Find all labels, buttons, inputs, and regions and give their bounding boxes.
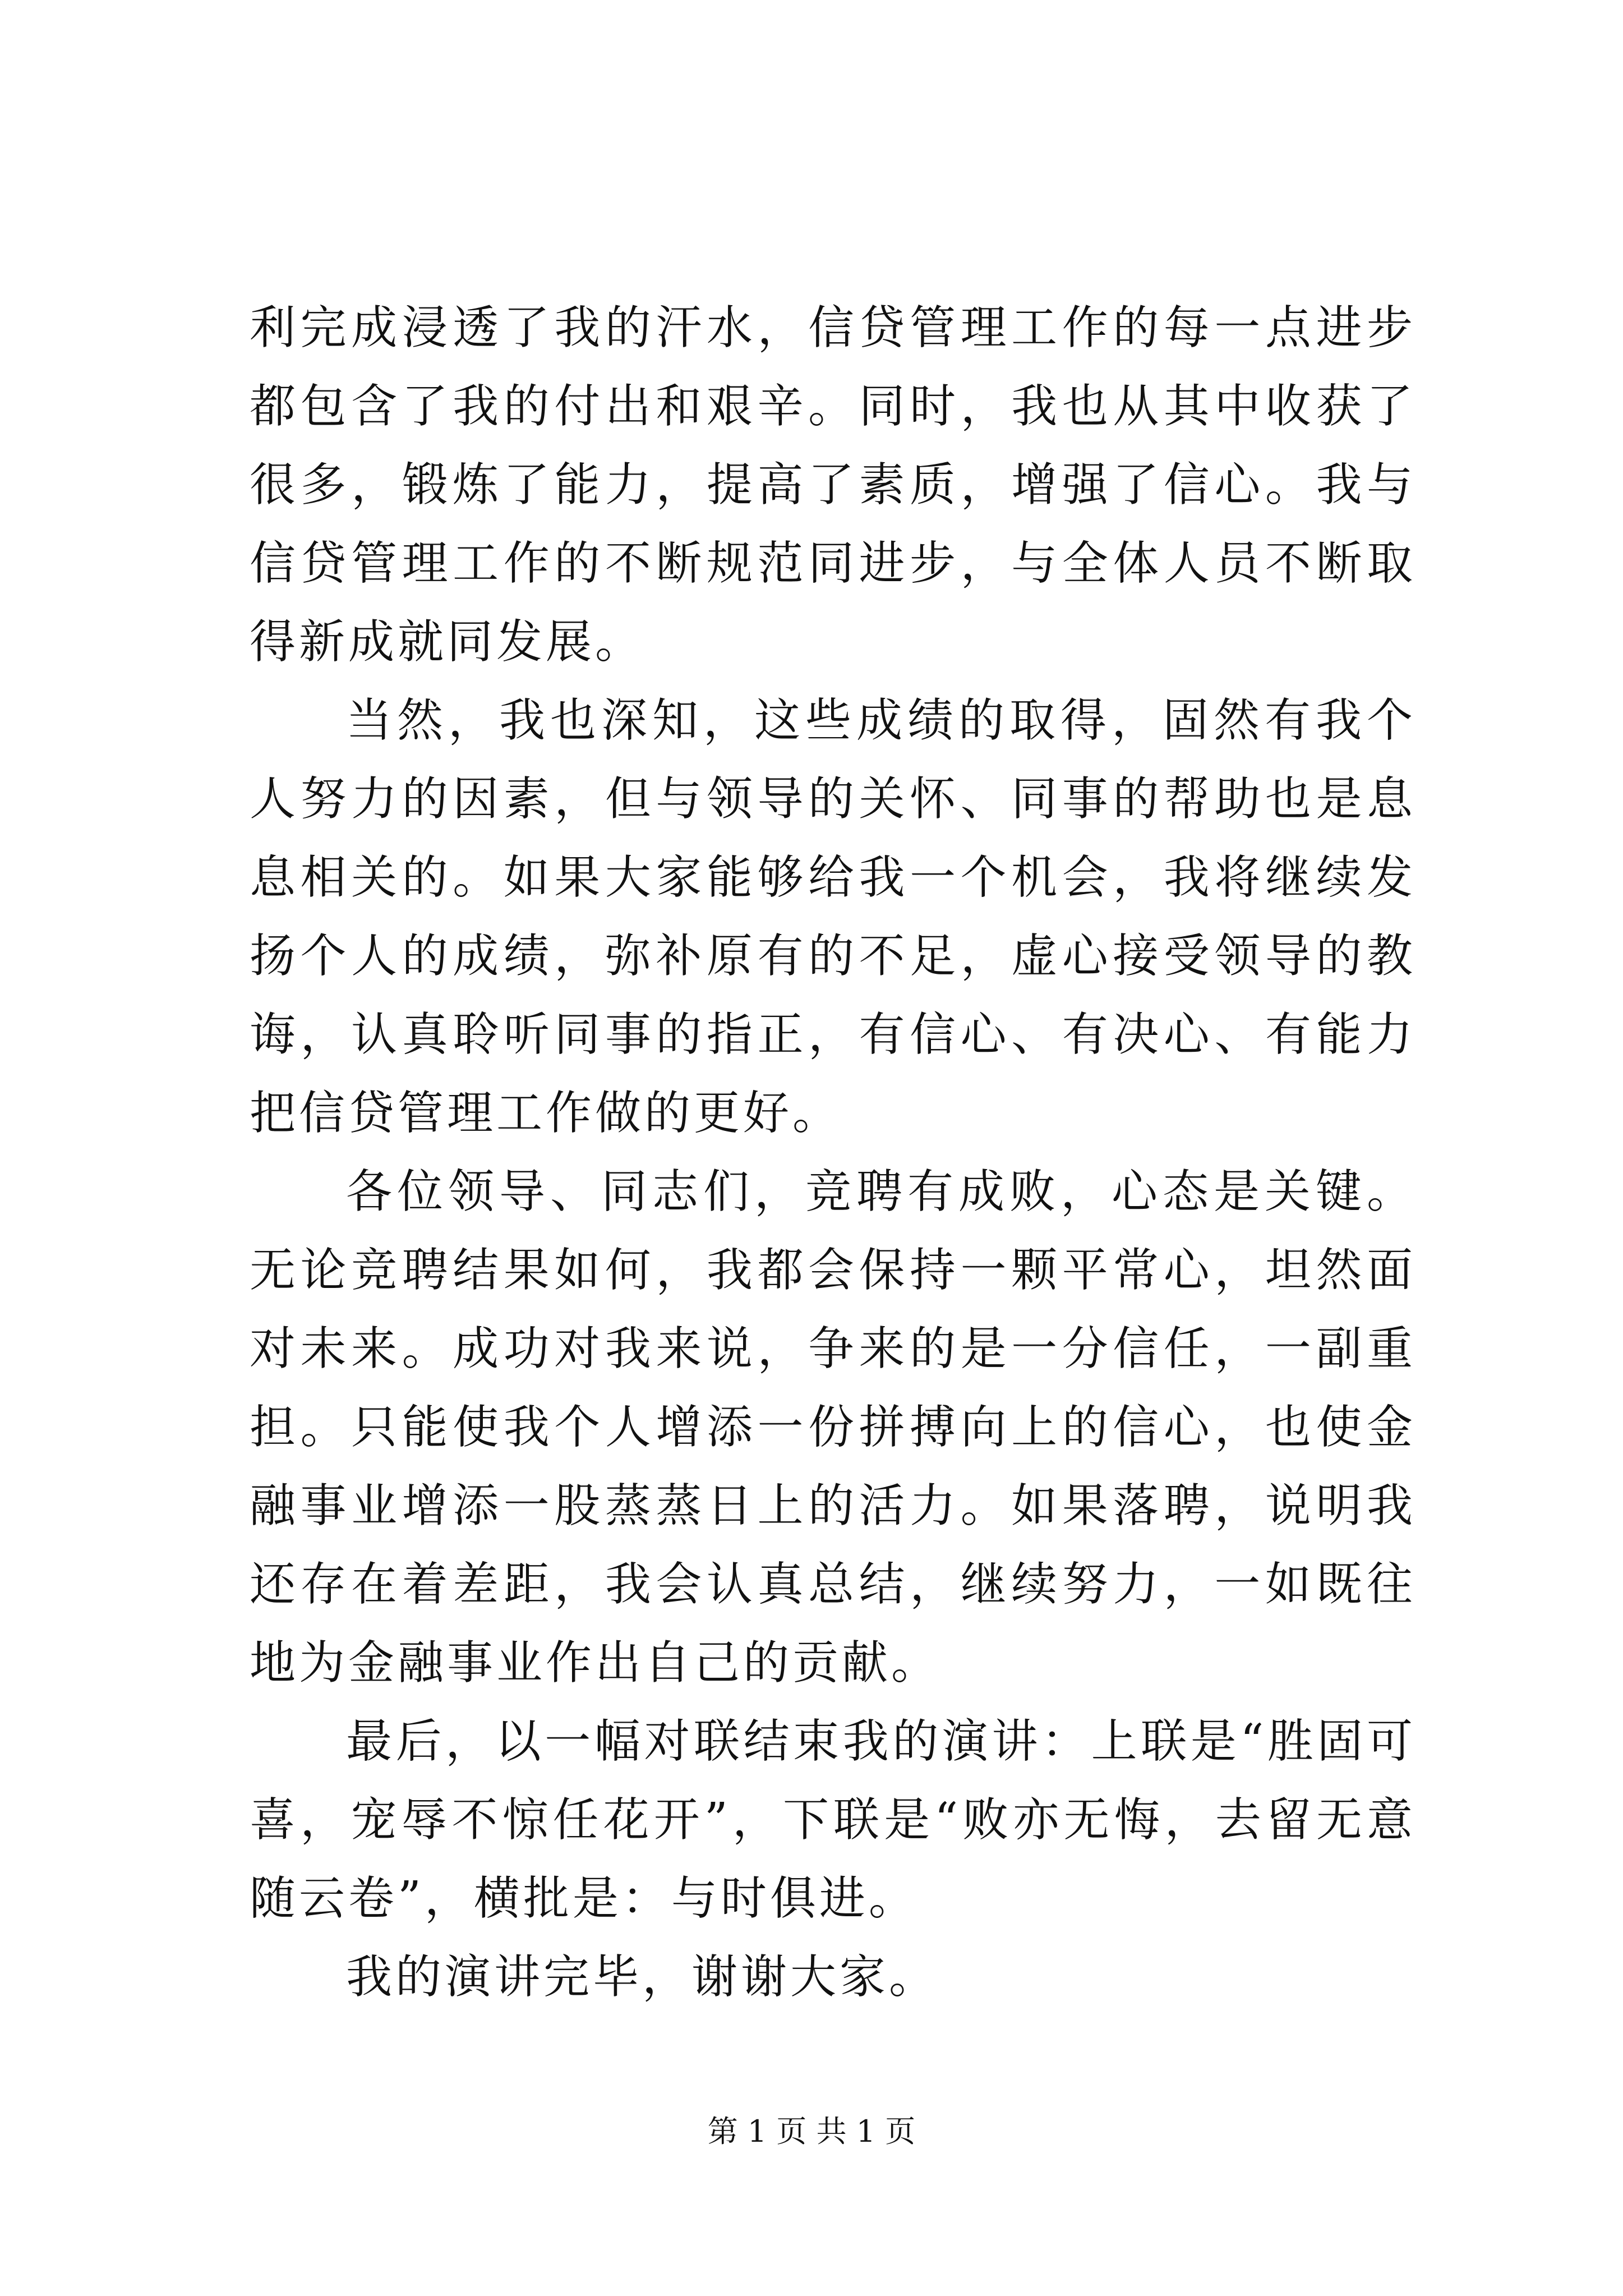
page-footer: 第 1 页 共 1 页 bbox=[707, 2114, 916, 2149]
paragraph-attitude: 各位领导、同志们，竞聘有成败，心态是关键。无论竞聘结果如何，我都会保持一颗平常心，坦然面对未来。成功对我来说，争来的是一分信任，一副重担。只能使我个人增添一份拼搏向上的信心，也使金融事业增添一股蒸蒸日上的活力。如果落聘，说明我还存在着差距，我会认真总结，继续努力，一如既往地为金融事业作出自己的贡献。 bbox=[250, 1165, 1416, 1690]
paragraph-couplet: 最后，以一幅对联结束我的演讲：上联是“胜固可喜，宠辱不惊任花开”，下联是“败亦无悔，去留无意随云卷”，横批是：与时俱进。 bbox=[250, 1715, 1416, 1925]
paragraph-closing: 我的演讲完毕，谢谢大家。 bbox=[346, 1950, 939, 2004]
paragraph-continuation: 利完成浸透了我的汗水，信贷管理工作的每一点进步都包含了我的付出和艰辛。同时，我也从其中收获了很多，锻炼了能力，提高了素质，增强了信心。我与信贷管理工作的不断规范同进步，与全体人员不断取得新成就同发展。 bbox=[250, 301, 1416, 669]
paragraph-gratitude: 当然，我也深知，这些成绩的取得，固然有我个人努力的因素，但与领导的关怀、同事的帮助也是息息相关的。如果大家能够给我一个机会，我将继续发扬个人的成绩，弥补原有的不足，虚心接受领导的教诲，认真聆听同事的指正，有信心、有决心、有能力把信贷管理工作做的更好。 bbox=[250, 694, 1416, 1140]
document-body bbox=[250, 289, 1416, 2017]
